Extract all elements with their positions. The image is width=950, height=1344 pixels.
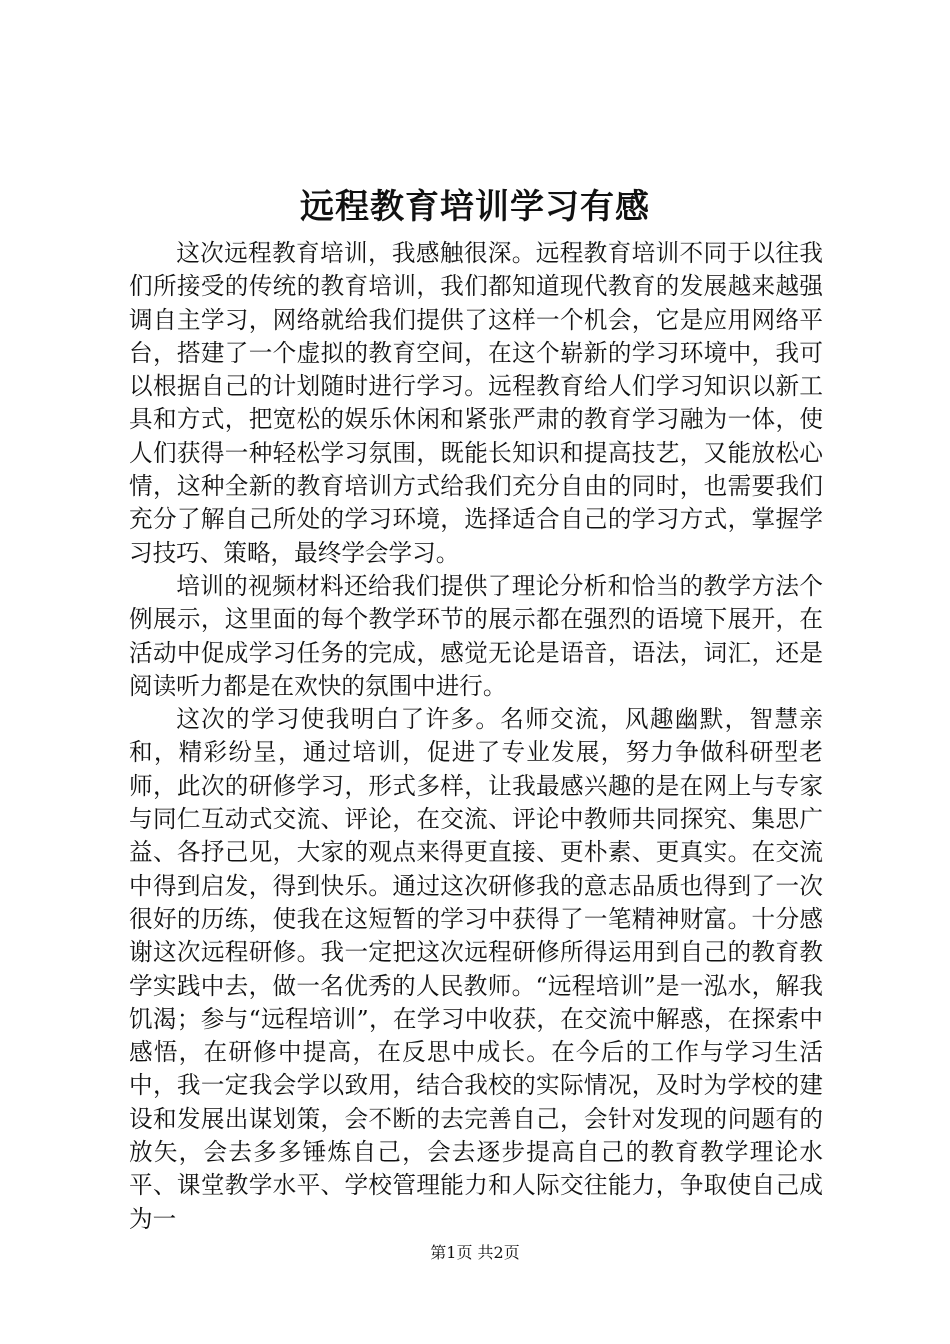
paragraph-1: 这次远程教育培训，我感触很深。远程教育培训不同于以往我们所接受的传统的教育培训，我们都知道现代教育的发展越来越强调自主学习，网络就给我们提供了这样一个机会，它是应用网络平台，搭建了一个虚拟的教育空间，在这个崭新的学习环境中，我可以根据自己的计划随时进行学习。远程教育给人们学习知识以新工具和方式，把宽松的娱乐休闲和紧张严肃的教育学习融为一体，使人们获得一种轻松学习氛围，既能长知识和提高技艺，又能放松心情，这种全新的教育培训方式给我们充分自由的同时，也需要我们充分了解自己所处的学习环境，选择适合自己的学习方式，掌握学习技巧、策略，最终学会学习。 <box>129 239 823 567</box>
paragraph-2: 培训的视频材料还给我们提供了理论分析和恰当的教学方法个例展示，这里面的每个教学环节的展示都在强烈的语境下展开，在活动中促成学习任务的完成，感觉无论是语音，语法，词汇，还是阅读听力都是在欢快的氛围中进行。 <box>129 571 823 700</box>
paragraph-3: 这次的学习使我明白了许多。名师交流，风趣幽默，智慧亲和，精彩纷呈，通过培训，促进了专业发展，努力争做科研型老师，此次的研修学习，形式多样，让我最感兴趣的是在网上与专家与同仁互动式交流、评论，在交流、评论中教师共同探究、集思广益、各抒己见，大家的观点来得更直接、更朴素、更真实。在交流中得到启发，得到快乐。通过这次研修我的意志品质也得到了一次很好的历练，使我在这短暂的学习中获得了一笔精神财富。十分感谢这次远程研修。我一定把这次远程研修所得运用到自己的教育教学实践中去，做一名优秀的人民教师。“远程培训”是一泓水，解我饥渴；参与“远程培训”，在学习中收获，在交流中解惑，在探索中感悟，在研修中提高，在反思中成长。在今后的工作与学习生活中，我一定我会学以致用，结合我校的实际情况，及时为学校的建设和发展出谋划策，会不断的去完善自己，会针对发现的问题有的放矢，会去多多锤炼自己，会去逐步提高自己的教育教学理论水平、课堂教学水平、学校管理能力和人际交往能力，争取使自己成为一 <box>129 705 823 1233</box>
document-body <box>129 237 823 1236</box>
document-title: 远程教育培训学习有感 <box>300 187 650 227</box>
page-number-footer: 第1页 共2页 <box>430 1243 520 1262</box>
